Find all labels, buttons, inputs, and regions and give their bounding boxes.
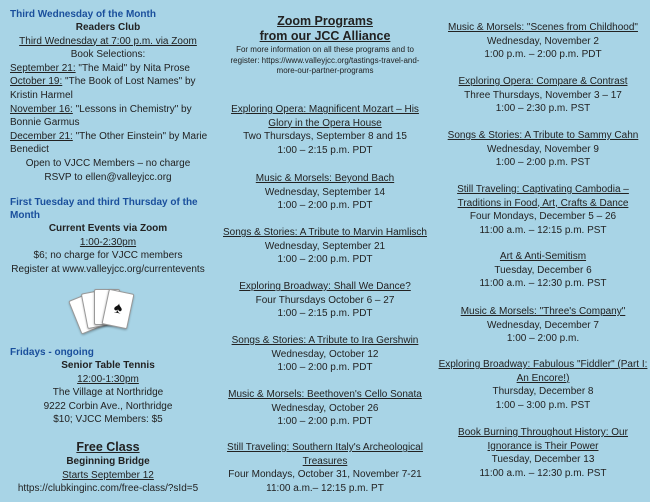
ace-of-spades-icon: ♠ (102, 289, 135, 330)
program-date: Wednesday, September 21 (264, 240, 386, 252)
program-title[interactable]: Still Traveling: Southern Italy's Archeological Treasures (227, 442, 423, 467)
program-time: 11:00 a.m. – 12:30 p.m. PST (479, 467, 607, 479)
program-time: 1:00 – 3:00 p.m. PST (495, 399, 591, 411)
program-date: Wednesday, December 7 (487, 319, 599, 331)
program-item (436, 183, 650, 237)
program-item (218, 172, 432, 213)
event-when: Third Wednesday at 7:00 p.m. via Zoom (19, 35, 197, 47)
program-date: Wednesday, October 26 (271, 402, 379, 414)
program-date: Wednesday, October 12 (271, 348, 379, 360)
program-date: Wednesday, November 9 (487, 143, 599, 155)
program-time: 1:00 – 2:00 p.m. PST (495, 157, 591, 169)
program-title[interactable]: Art & Anti-Semitism (499, 251, 587, 262)
program-title[interactable]: Exploring Opera: Compare & Contrast (458, 76, 628, 87)
program-title[interactable]: Songs & Stories: A Tribute to Marvin Hamlisch (223, 227, 427, 238)
book-selection: December 21: "The Other Einstein" by Marie Benedict (10, 130, 208, 156)
program-date: Four Thursdays October 6 – 27 (255, 294, 395, 306)
program-item (218, 103, 432, 157)
program-item (218, 226, 432, 267)
zoom-info: For more information on all these programs and to register: https://www.valleyjcc.org/tastings-travel-and-more-our-partner-programs (230, 45, 420, 75)
program-date: Thursday, December 8 (492, 386, 594, 398)
program-date: Wednesday, November 2 (487, 35, 599, 47)
zoom-title-line2: from our JCC Alliance (259, 29, 391, 43)
program-item (436, 129, 650, 170)
section-heading: First Tuesday and third Thursday of the Month (10, 197, 198, 221)
program-item (436, 75, 650, 116)
program-time: 11:00 a.m. – 12:15 p.m. PST (479, 224, 607, 236)
book-selection: November 16: "Lessons in Chemistry" by Bonnie Garmus (10, 103, 192, 129)
program-title[interactable]: Music & Morsels: "Three's Company" (460, 306, 626, 317)
program-time: 1:00 – 2:00 p.m. PDT (277, 362, 373, 374)
program-time: 1:00 – 2:30 p.m. PST (495, 103, 591, 115)
program-time: 1:00 – 2:15 p.m. PDT (277, 308, 373, 320)
event-register: Register at www.valleyjcc.org/currentevents (11, 263, 205, 275)
program-title[interactable]: Exploring Opera: Magnificent Mozart – His Glory in the Opera House (231, 104, 419, 129)
program-time: 1:00 – 2:00 p.m. PDT (277, 200, 373, 212)
program-title[interactable]: Songs & Stories: A Tribute to Ira Gershwin (231, 335, 419, 346)
program-time: 11:00 a.m.– 12:15 p.m. PT (266, 482, 384, 494)
program-time: 11:00 a.m. – 12:30 p.m. PST (479, 278, 607, 290)
free-class-heading: Free Class (76, 440, 140, 454)
program-item (436, 21, 650, 62)
program-date: Three Thursdays, November 3 – 17 (464, 89, 622, 101)
program-item (436, 305, 650, 346)
readers-club-section (0, 8, 216, 184)
event-title: Readers Club (75, 22, 141, 33)
program-title[interactable]: Music & Morsels: Beethoven's Cello Sonata (228, 389, 422, 400)
program-title[interactable]: Exploring Broadway: Shall We Dance? (239, 281, 411, 292)
event-start: Starts September 12 (62, 469, 154, 481)
event-fee: $10; VJCC Members: $5 (53, 414, 163, 426)
event-time: 1:00-2:30pm (79, 236, 137, 248)
table-tennis-section (0, 346, 216, 427)
book-selection: October 19: "The Book of Lost Names" by Kristin Harmel (10, 76, 196, 101)
program-date: Four Mondays, October 31, November 7-21 (228, 469, 422, 481)
event-title: Senior Table Tennis (61, 360, 155, 371)
program-date: Two Thursdays, September 8 and 15 (243, 131, 407, 143)
bridge-section (0, 440, 216, 496)
event-url[interactable]: https://clubkinginc.com/free-class/?sId=5 (17, 483, 199, 495)
program-item (436, 358, 650, 412)
program-time: 1:00 – 2:00 p.m. PDT (277, 416, 373, 428)
program-item (218, 280, 432, 321)
program-title[interactable]: Music & Morsels: Beyond Bach (255, 173, 395, 184)
program-date: Wednesday, September 14 (264, 186, 386, 198)
program-item (218, 334, 432, 375)
program-date: Tuesday, December 13 (491, 454, 595, 466)
event-title: Current Events via Zoom (48, 223, 168, 234)
program-title[interactable]: Book Burning Throughout History: Our Ignorance is Their Power (458, 427, 628, 452)
current-events-section (0, 196, 216, 276)
program-title[interactable]: Exploring Broadway: Fabulous "Fiddler" (Part I: An Encore!) (438, 359, 648, 384)
event-address: 9222 Corbin Ave., Northridge (43, 400, 173, 412)
rsvp: RSVP to ellen@valleyjcc.org (44, 171, 172, 183)
program-title[interactable]: Still Traveling: Captivating Cambodia – Traditions in Food, Art, Crafts & Dance (457, 184, 629, 209)
event-title: Beginning Bridge (66, 456, 150, 467)
program-time: 1:00 – 2:00 p.m. (506, 333, 580, 345)
zoom-header (218, 14, 432, 77)
section-heading: Fridays - ongoing (10, 347, 94, 358)
program-item (218, 441, 432, 495)
program-date: Four Mondays, December 5 – 26 (469, 211, 617, 223)
zoom-title-line1: Zoom Programs (277, 14, 373, 28)
playing-cards-icon (74, 287, 138, 337)
program-date: Tuesday, December 6 (494, 264, 592, 276)
eligibility: Open to VJCC Members – no charge (25, 157, 191, 169)
program-title[interactable]: Music & Morsels: "Scenes from Childhood" (448, 22, 638, 33)
book-selection: September 21: "The Maid" by Nita Prose (10, 62, 190, 74)
event-time: 12:00-1:30pm (77, 373, 139, 385)
program-item (218, 388, 432, 429)
program-time: 1:00 – 2:15 p.m. PDT (277, 144, 373, 156)
event-place: The Village at Northridge (52, 387, 164, 399)
program-item (436, 426, 650, 480)
program-item (436, 250, 650, 291)
program-title[interactable]: Songs & Stories: A Tribute to Sammy Cahn (447, 130, 639, 141)
event-fee: $6; no charge for VJCC members (33, 250, 183, 262)
book-selections-label: Book Selections: (70, 49, 146, 61)
section-heading: Third Wednesday of the Month (10, 9, 156, 20)
program-time: 1:00 – 2:00 p.m. PDT (277, 254, 373, 266)
program-time: 1:00 p.m. – 2:00 p.m. PDT (484, 49, 602, 61)
